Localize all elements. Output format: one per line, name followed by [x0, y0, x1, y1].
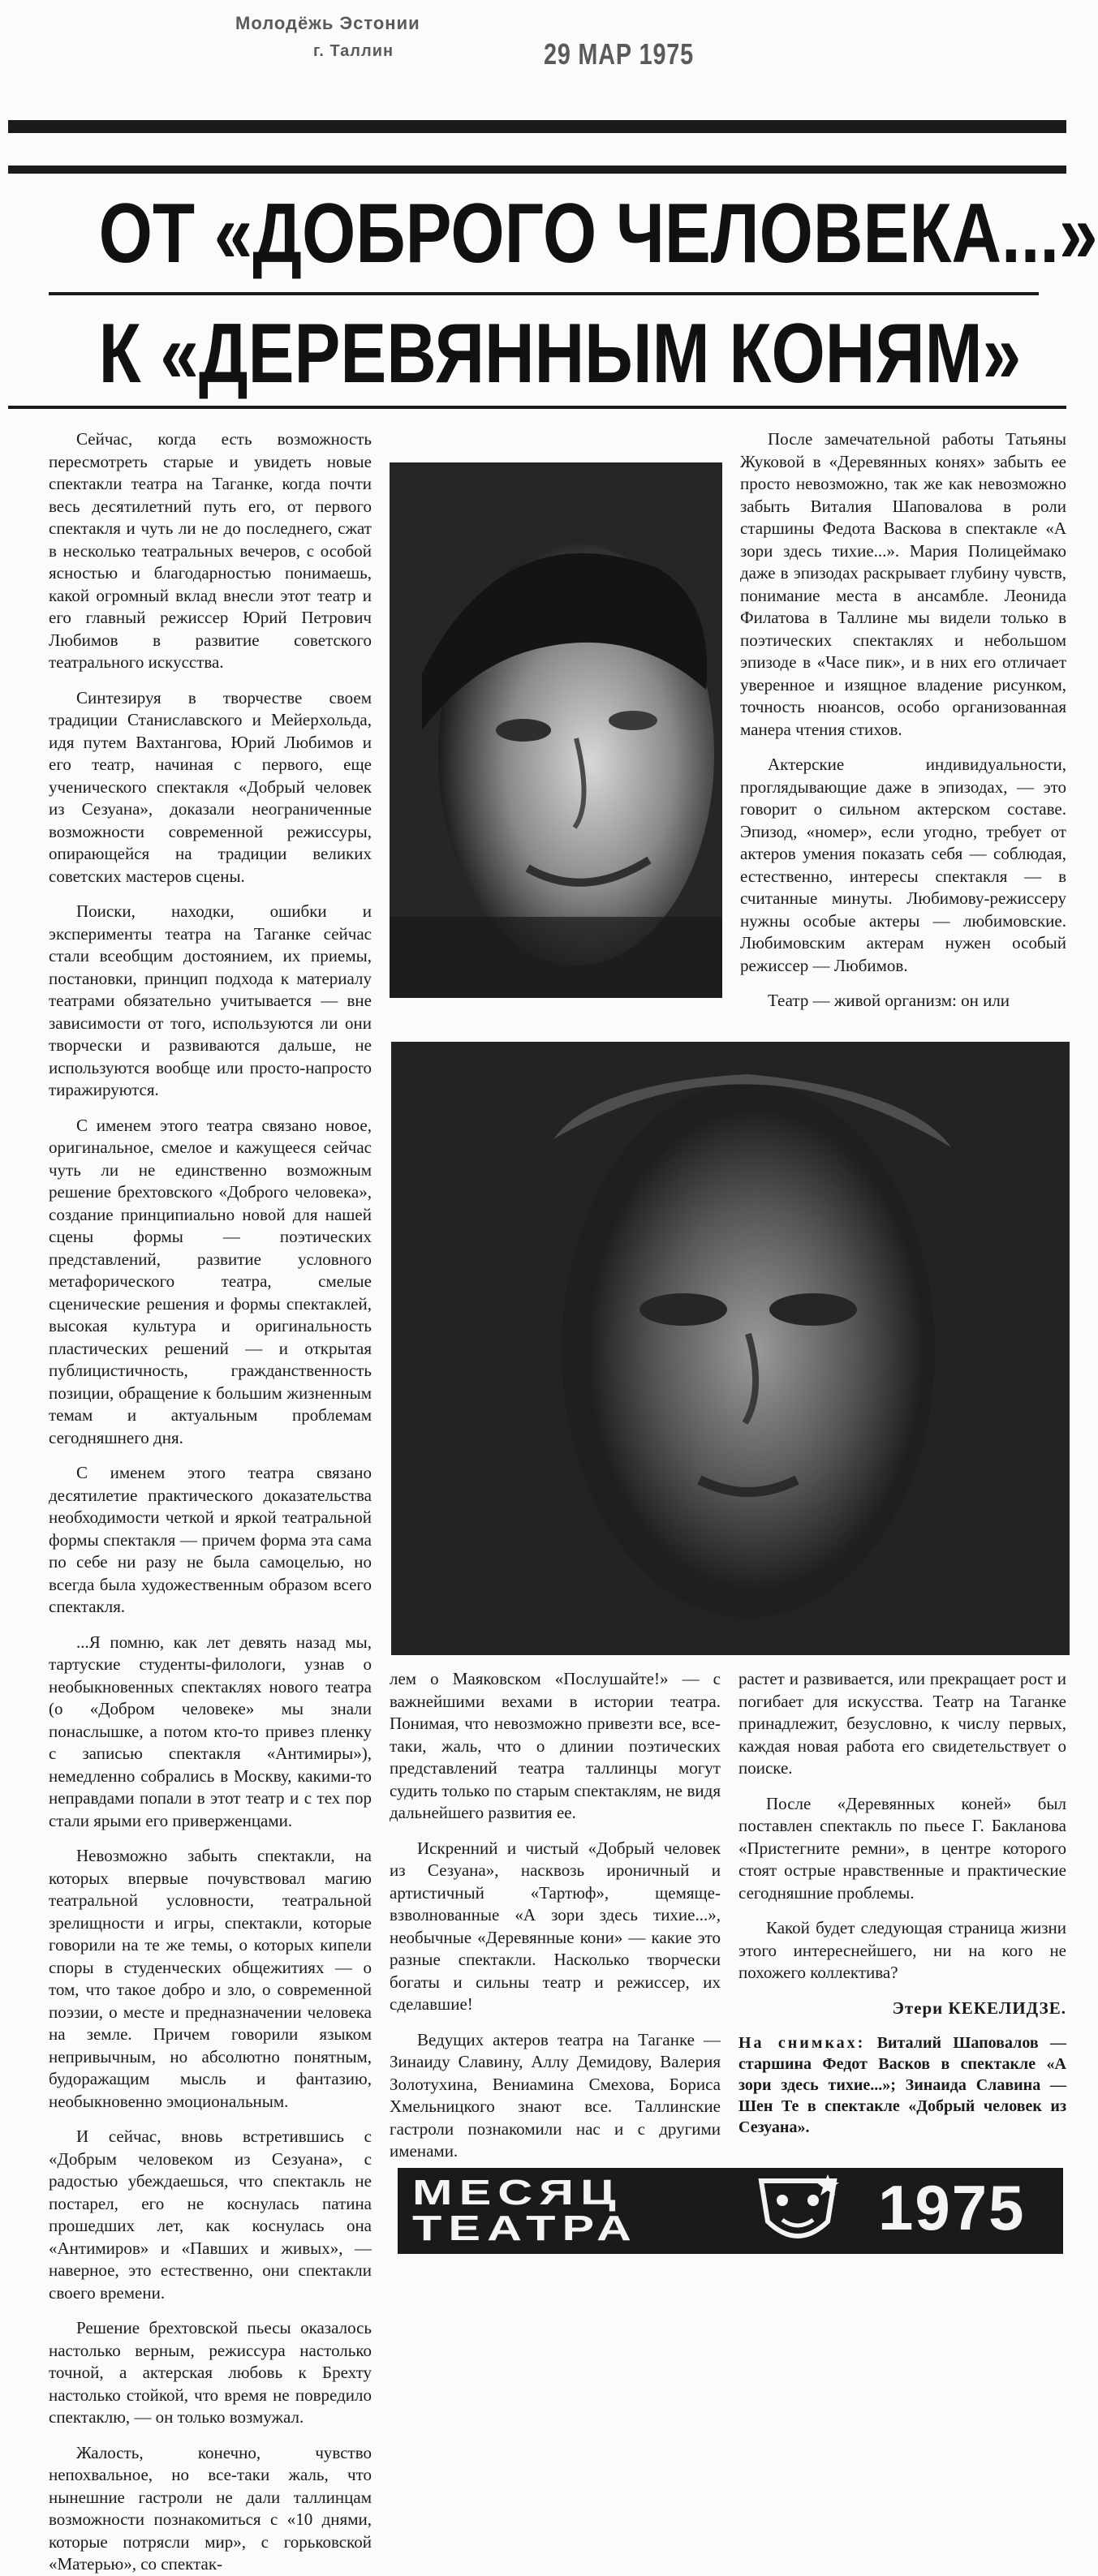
paragraph: Синтезируя в творчестве своем традиции Станиславского и Мейерхольда, идя путем Вахтангова, Юрий Любимов и его театр, начиная с первого, еще ученического спектакля «Добрый человек из Сезуана», доказали неограниченные возможности современной режиссуры, опирающейся на традиции великих советских мастеров сцены.: [49, 687, 372, 886]
paragraph: Какой будет следующая страница жизни этого интереснейшего, ни на кого не похожего коллектива?: [738, 1918, 1066, 1982]
paragraph: Искренний и чистый «Добрый человек из Сезуана», насквозь ироничный и артистичный «Тартюф», щемяще-взволнованные «А зори здесь тихие...», необычные «Деревянные кони» — какие это разные спектакли. Насколько творчески богаты и сильны театр и режиссер, их сделавшие!: [390, 1838, 721, 2014]
headline-line2: К «ДЕРЕВЯННЫМ КОНЯМ»: [98, 307, 1022, 401]
top-thick-rule: [8, 120, 1066, 133]
paragraph: растет и развивается, или прекращает рост и погибает для искусства. Театр на Таганке принадлежит, безусловно, к числу первых, каждая новая работа его свидетельствует о поиске.: [738, 1669, 1066, 1778]
paragraph: С именем этого театра связано новое, оригинальное, смелое и кажущееся сейчас чуть ли не единственно возможным решение брехтовского «Доброго человека», создание принципиально новой для нашей сцены формы — поэтических представлений, развитие условного метафорического театра, смелые сценические решения и формы спектаклей, высокая культура и оригинальность пластических решений — и открытая публицистичность, гражданственность позиции, обращение к большим жизненным темам и актуальным проблемам сегодняшнего дня.: [49, 1115, 372, 1447]
paragraph: Актерские индивидуальности, проглядывающие даже в эпизодах, — это говорит о сильном актерском составе. Эпизод, «номер», если угодно, требует от актеров умения показать себя — соблюдая, естественно, интересы спектакля — в считанные минуты. Любимову-режиссеру нужны особые актеры — любимовские. Любимовским актерам нужен особый режиссер — Любимов.: [740, 755, 1066, 975]
paragraph: Невозможно забыть спектакли, на которых впервые почувствовал магию театральной условности, театральной зрелищности и игры, спектакли, которые говорили на те же темы, о которых кипели споры в студенческих общежитиях — о том, что такое добро и зло, о современной поэзии, о месте и предназначении человека на земле. Причем говорили языком непривычным, но абсолютно понятным, будоражащим мысль и фантазию, необыкновенно эмоциональным.: [49, 1846, 372, 2111]
paragraph: Театр — живой организм: он или: [768, 991, 1010, 1010]
paragraph: ...Я помню, как лет девять назад мы, тартуские студенты-филологи, узнав о необыкновенных спектаклях нового театра (о «Добром человеке» мы знали понаслышке, а потом кто-то привез пленку с записью спектакля «Антимиры»), немедленно собрались в Москву, какими-то неправдами попали в этот театр и с тех пор стали ярыми его приверженцами.: [49, 1632, 372, 1830]
paragraph: Сейчас, когда есть возможность пересмотреть старые и увидеть новые спектакли театра на Таганке, когда почти весь десятилетний путь его, от первого спектакля и чуть ли не до последнего, сжат в несколько театральных вечеров, с особой ясностью и благодарностью понимаешь, какой огромный вклад внесли этот театр и его главный режиссер Юрий Петрович Любимов в развитие советского театрального искусства.: [49, 429, 372, 672]
top-rule: [8, 166, 1066, 174]
article-column-2: [390, 1668, 721, 2161]
paragraph: лем о Маяковском «Послушайте!» — с важнейшими вехами в истории театра. Понимая, что невозможно привезти все, все-таки, жаль, что о длинии поэтических представлений театра таллинцы могут судить только по старым спектаклям, не видя дальнейшего развития ее.: [390, 1669, 721, 1822]
city-stamp: г. Таллин: [313, 42, 394, 60]
paragraph: После замечательной работы Татьяны Жуковой в «Деревянных конях» забыть ее просто невозможно, так же как невозможно забыть Виталия Шаповалова в роли старшины Федота Васкова в спектакле «А зори здесь тихие...». Мария Полицеймако даже в эпизодах раскрывает глубину чувств, понимание места в ансамбле. Леонида Филатова в Таллине мы видели только в поэтических спектаклях и небольшом эпизоде в «Часе пик», и в них его отличает уверенное и изящное владение рисунком, точность нюансов, особо организованная манера чтения стихов.: [740, 429, 1066, 739]
author-signature: Этери КЕКЕЛИДЗЕ.: [892, 1998, 1066, 2018]
date-stamp: 29 МАР 1975: [544, 37, 694, 71]
headline-line1: ОТ «ДОБРОГО ЧЕЛОВЕКА...»: [98, 187, 1098, 281]
caption-text: Виталий Шаповалов — старшина Федот Васков в спектакле «А зори здесь тихие...»; Зинаида Славина — Шен Те в спектакле «Добрый человек из Сезуана».: [738, 2034, 1067, 2136]
paragraph: Решение брехтовской пьесы оказалось настолько верным, режиссура настолько точной, а актерская любовь к Брехту настолько стойкой, что время не повредило спектаклю, — он только возмужал.: [49, 2318, 372, 2427]
photo-slavina: [391, 1042, 1070, 1655]
headline-bottom-rule: [8, 406, 1066, 409]
theatre-mask-icon: [753, 2173, 842, 2249]
paragraph: Ведущих актеров театра на Таганке — Зинаиду Славину, Аллу Демидову, Валерия Золотухина, Вениамина Смехова, Бориса Хмельницкого знают все. Таллинские гастроли познакомили нас и с другими именами.: [390, 2029, 721, 2161]
banner-year: 1975: [878, 2172, 1026, 2243]
article-column-1: [49, 428, 372, 2574]
photo-caption: [738, 2032, 1066, 2138]
banner-word-1: МЕСЯЦ: [412, 2173, 622, 2213]
paragraph: С именем этого театра связано десятилетие практического доказательства необходимости четкой и яркой театральной формы спектакля — причем форма эта сама по себе ни разу не была самоцелью, но всегда была художественным образом всего спектакля.: [49, 1463, 372, 1616]
paragraph: И сейчас, вновь встретившись с «Добрым человеком из Сезуана», с радостью убеждаешься, что спектакль не постарел, его не коснулась патина прошедших лет, как коснулась она «Антимиров» и «Павших и живых», — наверное, это естественно, они спектакли своего времени.: [49, 2127, 372, 2303]
paragraph: После «Деревянных коней» был поставлен спектакль по пьесе Г. Бакланова «Пристегните ремни», в центре которого стоят острые нравственные и практические сегодняшние проблемы.: [738, 1793, 1066, 1903]
caption-lead: На снимках:: [738, 2034, 866, 2052]
photo-shapovalov: [390, 462, 722, 998]
article-column-4: [738, 1668, 1066, 2155]
paragraph: Поиски, находки, ошибки и эксперименты театра на Таганке сейчас стали всеобщим достоянием, их приемы, постановки, принцип подхода к материалу театрами обязательно учитывается — вне зависимости от того, используются ли они творчески и развиваются дальше, не используются вообще или просто-напросто тиражируются.: [49, 901, 372, 1099]
article-column-3: [740, 428, 1066, 1029]
paragraph: Жалость, конечно, чувство непохвальное, но все-таки жаль, что нынешние гастроли не дали таллинцам возможности познакомиться с «10 днями, которые потрясли мир», с горьковской «Матерью», со спектак-: [49, 2442, 372, 2574]
newspaper-stamp: Молодёжь Эстонии: [235, 13, 420, 33]
headline-divider: [49, 292, 1039, 295]
banner-word-2: ТЕАТРА: [412, 2208, 639, 2248]
month-of-theatre-banner: [398, 2168, 1063, 2254]
